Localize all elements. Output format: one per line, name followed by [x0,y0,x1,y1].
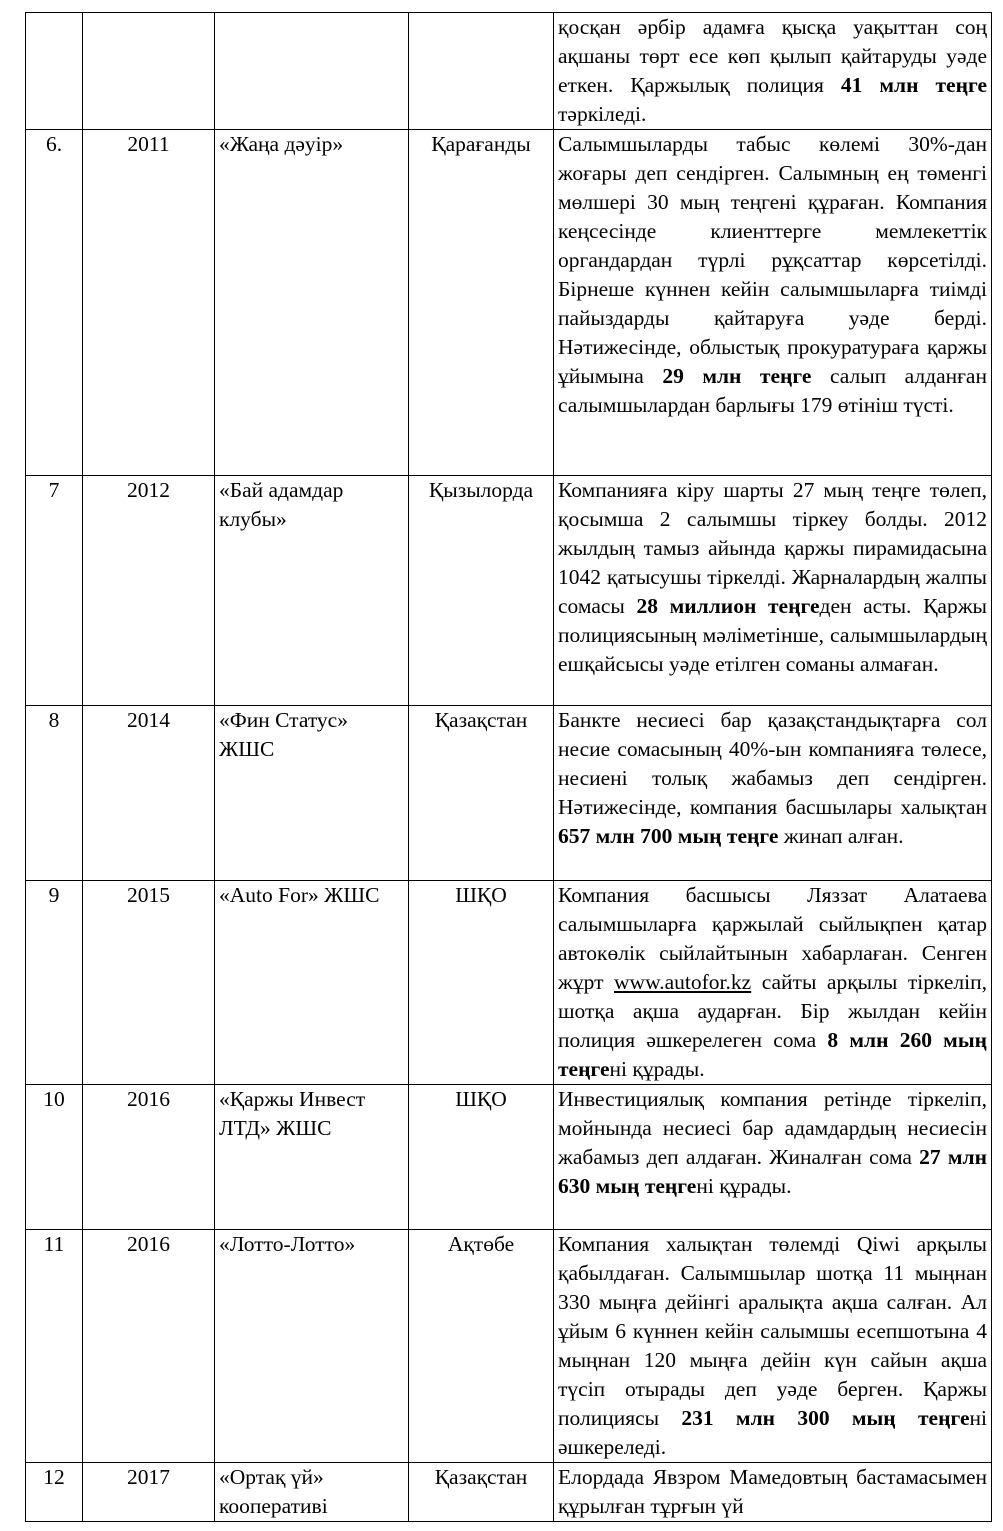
pyramid-table [25,12,992,1522]
table-row [26,1085,992,1230]
row-year: 2016 [83,1230,215,1463]
description-segment: Компанияға кіру шарты 27 мың теңге төлеп, қосымша 2 салымшы тіркеу болды. 2012 жылдың тамыз айында қаржы пирамидасына 1042 қатысушы тіркелді. Жарналардың жалпы сомасы [558,478,987,618]
row-number: 7 [26,476,83,706]
description-segment: Компания басшысы Ляззат Алатаева салымшыларға қаржылай сыйлықпен қатар автокөлік сыйлайтынын хабарлаған. Сенген жұрт [558,883,987,994]
description-text [558,881,987,1084]
description-segment: Елордада Явзром Мамедовтың бастамасымен құрылған тұрғын үй [558,1465,987,1518]
description-text [558,130,987,420]
row-company-name: «Auto For» ЖШС [215,881,409,1085]
row-region: ШҚО [409,1085,554,1230]
row-description [554,881,992,1085]
description-segment: ні құрады. [609,1057,705,1081]
row-number: 6. [26,130,83,476]
row-company-name: «Ортақ үй» кооперативі [215,1463,409,1522]
row-region: Қызылорда [409,476,554,706]
row-description [554,706,992,881]
description-segment: ден асты. Қаржы полициясының мәліметінше, салымшылардың ешқайсысы уәде етілген соманы алмаған. [558,594,987,676]
row-region: Қазақстан [409,1463,554,1522]
row-number: 11 [26,1230,83,1463]
table-row [26,1463,992,1522]
row-description [554,476,992,706]
row-region: Ақтөбе [409,1230,554,1463]
bold-amount: 28 миллион теңге [636,594,820,618]
row-company-name: «Жаңа дәуір» [215,130,409,476]
description-segment: Компания халықтан төлемді Qiwi арқылы қабылдаған. Салымшылар шотқа 11 мыңнан 330 мыңға дейінгі аралықта ақша салған. Ал ұйым 6 күннен кейін салымшы есепшотына 4 мыңнан 120 мыңға дейін күн сайын ақша түсіп отырады деп уәде берген. Қаржы полициясы [558,1232,987,1430]
row-description [554,13,992,130]
description-text [558,1230,987,1462]
description-segment: сайты арқылы тіркеліп, шотқа ақша аударған. Бір жылдан кейін полиция әшкерелеген сома [558,970,987,1052]
row-number: 8 [26,706,83,881]
table-row [26,1230,992,1463]
table-row [26,706,992,881]
description-segment: салып алданған салымшылардан барлығы 179 өтініш түсті. [558,364,987,417]
row-company-name: «Бай адамдар клубы» [215,476,409,706]
description-segment: Инвестициялық компания ретінде тіркеліп, мойнында несиесі бар адамдардың несиесін жабамыз деп алдаған. Жиналған сома [558,1087,987,1169]
description-segment: ні құрады. [696,1174,792,1198]
table-row [26,881,992,1085]
description-text [558,1463,987,1521]
row-year: 2012 [83,476,215,706]
row-number: 10 [26,1085,83,1230]
row-number [26,13,83,130]
bold-amount: 657 млн 700 мың теңге [558,824,779,848]
description-segment: қосқан әрбір адамға қысқа уақыттан соң ақшаны төрт есе көп қылып қайтаруды уәде еткен. Қаржылық полиция [558,15,987,97]
row-description [554,130,992,476]
row-region [409,13,554,130]
row-year: 2017 [83,1463,215,1522]
description-text [558,13,987,129]
row-region: Қазақстан [409,706,554,881]
row-company-name [215,13,409,130]
row-year [83,13,215,130]
bold-amount: 41 млн теңге [840,73,987,97]
description-text [558,1085,987,1201]
row-region: ШҚО [409,881,554,1085]
description-segment: тәркіледі. [558,102,647,126]
description-text [558,476,987,679]
website-link[interactable]: www.autofor.kz [614,970,752,994]
row-company-name: «Лотто-Лотто» [215,1230,409,1463]
row-year: 2016 [83,1085,215,1230]
row-company-name: «Қаржы Инвест ЛТД» ЖШС [215,1085,409,1230]
description-segment: Банкте несиесі бар қазақстандықтарға сол несие сомасының 40%-ын компанияға төлесе, несиені толық жабамыз деп сендірген. Нәтижесінде, компания басшылары халықтан [558,708,987,819]
description-segment: Салымшыларды табыс көлемі 30%-дан жоғары деп сендірген. Салымның ең төменгі мөлшері 30 мың теңгені құраған. Компания кеңсесінде клиенттерге мемлекеттік органдардан түрлі рұқсаттар көрсетілді. Бірнеше күннен кейін салымшыларға тиімді пайыздарды қайтаруға уәде берді. Нәтижесінде, облыстық прокуратураға қаржы ұйымына [558,132,987,388]
bold-amount: 27 млн 630 мың теңге [558,1145,987,1198]
table-body [26,13,992,1522]
bold-amount: 8 млн 260 мың теңге [558,1028,987,1081]
row-region: Қарағанды [409,130,554,476]
bold-amount: 29 млн теңге [662,364,812,388]
table-row [26,130,992,476]
row-company-name: «Фин Статус» ЖШС [215,706,409,881]
row-year: 2015 [83,881,215,1085]
bold-amount: 231 млн 300 мың теңге [681,1406,970,1430]
row-number: 9 [26,881,83,1085]
table-row [26,13,992,130]
row-year: 2014 [83,706,215,881]
description-segment: ні әшкереледі. [558,1406,987,1459]
description-segment: жинап алған. [778,824,904,848]
row-year: 2011 [83,130,215,476]
table-row [26,476,992,706]
row-description [554,1230,992,1463]
description-text [558,706,987,851]
row-description [554,1463,992,1522]
row-description [554,1085,992,1230]
row-number: 12 [26,1463,83,1522]
